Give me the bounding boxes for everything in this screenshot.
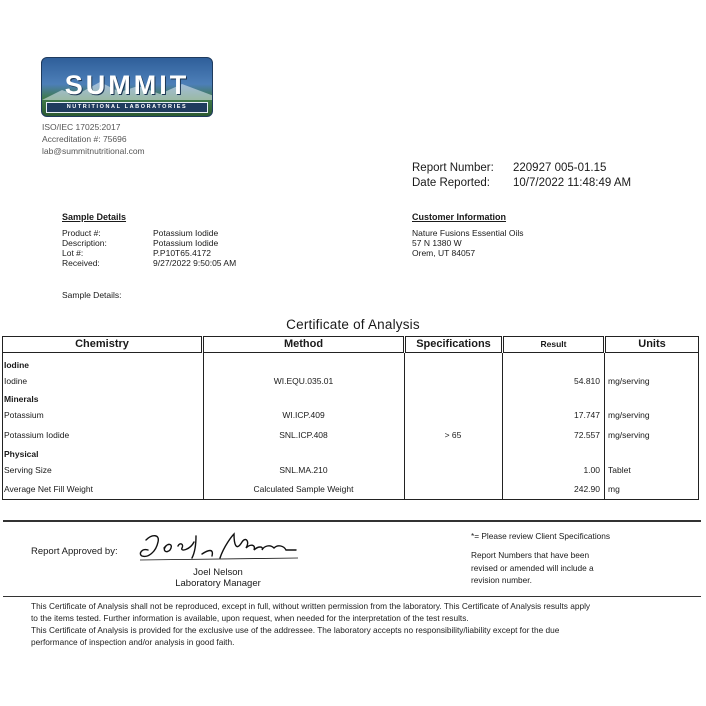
customer-info: [412, 228, 524, 258]
approval-bottom-rule: [3, 596, 701, 597]
analyte: Potassium Iodide: [4, 430, 70, 440]
header-result: Result: [503, 336, 604, 353]
analyte: Potassium: [4, 410, 44, 420]
client-spec-note: *= Please review Client Specifications: [471, 531, 611, 541]
logo-word: SUMMIT: [64, 70, 190, 100]
group-physical: Physical: [4, 449, 39, 459]
sample-details-title: Sample Details: [62, 212, 127, 222]
unit: mg: [608, 484, 620, 494]
result: 72.557: [574, 430, 600, 440]
method: WI.ICP.409: [282, 410, 325, 420]
approver-name: Joel Nelson: [193, 567, 243, 578]
customer-city: Orem, UT 84057: [412, 248, 476, 258]
lot-value: P.P10T65.4172: [153, 248, 211, 258]
customer-address: 57 N 1380 W: [412, 238, 462, 248]
header-chemistry: Chemistry: [2, 336, 202, 353]
disclaimer-line: This Certificate of Analysis shall not be reproduced, except in full, without written permission from the laboratory. This Certificate of Analysis results apply: [31, 601, 591, 611]
revision-note: [471, 549, 594, 587]
received-value: 9/27/2022 9:50:05 AM: [153, 258, 237, 268]
analyte: Serving Size: [4, 465, 52, 475]
method: SNL.ICP.408: [279, 430, 328, 440]
revision-note-line: Report Numbers that have been: [471, 550, 590, 560]
revision-note-line: revised or amended will include a: [471, 562, 594, 573]
analyte: Average Net Fill Weight: [4, 484, 93, 494]
description-label: Description:: [62, 238, 107, 248]
product-value: Potassium Iodide: [153, 228, 219, 238]
disclaimer-line: performance of inspection and/or analysis in good faith.: [31, 637, 235, 647]
lab-email[interactable]: lab@summitnutritional.com: [42, 146, 145, 156]
report-number-label: Report Number:: [412, 162, 494, 174]
approval-top-rule: [3, 520, 701, 522]
header-units: Units: [605, 336, 699, 353]
lot-label: Lot #:: [62, 248, 84, 258]
lab-info: [42, 121, 145, 157]
signature-icon: [138, 528, 303, 566]
revision-note-line: revision number.: [471, 575, 532, 585]
method: SNL.MA.210: [279, 465, 328, 475]
date-reported-label: Date Reported:: [412, 177, 490, 189]
result: 1.00: [583, 465, 600, 475]
unit: Tablet: [608, 465, 631, 475]
specification: > 65: [444, 430, 462, 440]
product-label: Product #:: [62, 228, 101, 238]
sample-details-values: [153, 228, 236, 268]
date-reported-value: 10/7/2022 11:48:49 AM: [513, 177, 632, 189]
report-number-value: 220927 005-01.15: [513, 162, 607, 174]
summit-logo: [41, 57, 213, 117]
disclaimer-line: to the items tested. Further information is available, upon request, when needed for the interpretation of the test results.: [31, 613, 469, 623]
lab-accreditation: Accreditation #: 75696: [42, 134, 127, 144]
group-iodine: Iodine: [4, 360, 30, 370]
received-label: Received:: [62, 258, 100, 268]
unit: mg/serving: [608, 410, 650, 420]
approver-title: Laboratory Manager: [175, 578, 261, 589]
disclaimer: [31, 600, 701, 648]
method: Calculated Sample Weight: [253, 484, 354, 494]
coa-title: Certificate of Analysis: [286, 317, 420, 332]
logo-subtitle: NUTRITIONAL LABORATORIES: [46, 102, 208, 113]
customer-name: Nature Fusions Essential Oils: [412, 228, 524, 238]
header-specifications: Specifications: [405, 336, 502, 353]
result: 242.90: [574, 484, 600, 494]
result: 17.747: [574, 410, 600, 420]
customer-info-title: Customer Information: [412, 212, 507, 222]
unit: mg/serving: [608, 430, 650, 440]
unit: mg/serving: [608, 376, 650, 386]
description-value: Potassium Iodide: [153, 238, 219, 248]
group-minerals: Minerals: [4, 394, 39, 404]
sample-details-extra: Sample Details:: [62, 290, 122, 300]
results-table: [2, 336, 699, 500]
analyte: Iodine: [4, 376, 28, 386]
header-method: Method: [203, 336, 404, 353]
lab-iso: ISO/IEC 17025:2017: [42, 122, 121, 132]
approved-by-label: Report Approved by:: [31, 546, 118, 557]
sample-details-labels: [62, 228, 107, 268]
disclaimer-line: This Certificate of Analysis is provided for the exclusive use of the addressee. The laboratory accepts no responsibility/liability except for the due: [31, 625, 560, 635]
result: 54.810: [574, 376, 600, 386]
method: WI.EQU.035.01: [273, 376, 334, 386]
